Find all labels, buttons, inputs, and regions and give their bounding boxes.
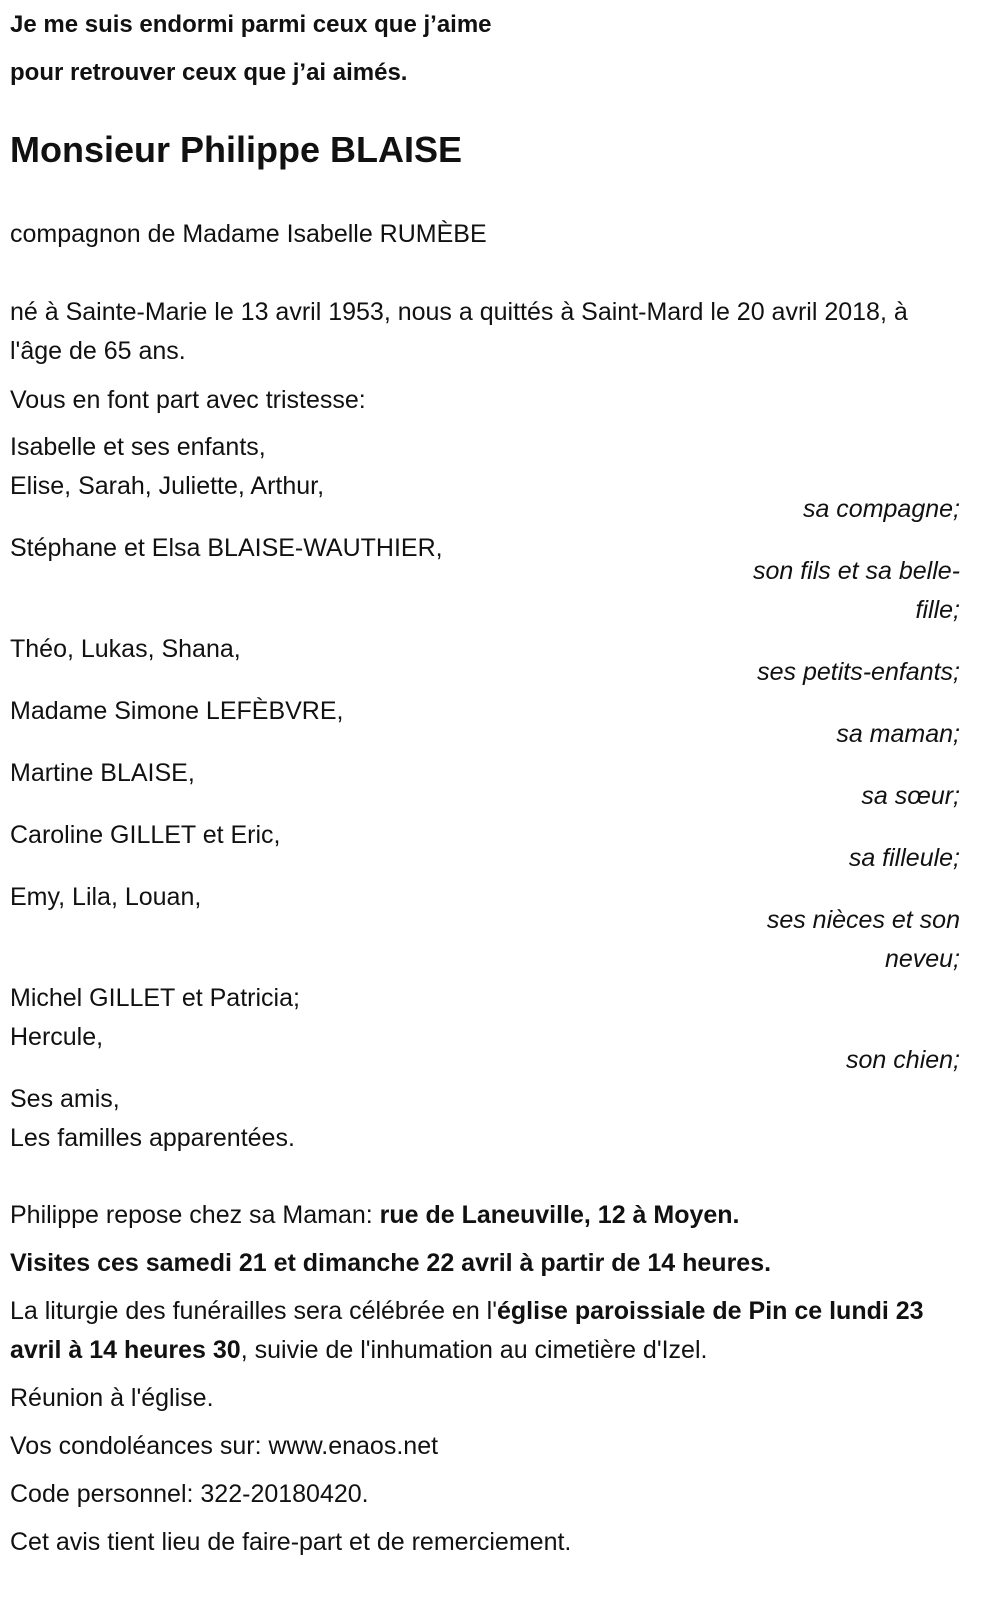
family-member: Madame Simone LEFÈBVRE, [10,697,344,725]
family-relation: ses nièces et son neveu; [766,906,960,973]
family-member: Théo, Lukas, Shana, [10,635,241,663]
companion-line: compagnon de Madame Isabelle RUMÈBE [10,220,487,248]
family-relation: sa sœur; [861,782,960,810]
code-line: Code personnel: 322-20180420. [10,1480,369,1508]
family-relation: sa maman; [836,720,960,748]
family-entry [10,754,960,816]
family-entry [10,816,960,878]
family-relation: son fils et sa belle-fille; [752,557,960,624]
announcement-line: Vous en font part avec tristesse: [10,386,366,414]
liturgy-burial: , suivie de l'inhumation au cimetière d'Izel. [240,1336,708,1364]
family-entry [10,630,960,692]
closing-line: Cet avis tient lieu de faire-part et de remerciement. [10,1528,572,1556]
family-entry [10,529,960,630]
family-member: Caroline GILLET et Eric, [10,821,281,849]
epitaph-line: Je me suis endormi parmi ceux que j’aime [10,11,492,38]
epitaph-line: pour retrouver ceux que j’ai aimés. [10,59,408,86]
liturgy-line [10,1292,960,1370]
family-member: Michel GILLET et Patricia; [10,984,300,1012]
birth-death-line: né à Sainte-Marie le 13 avril 1953, nous a quittés à Saint-Mard le 20 avril 2018, à l'âge de 65 ans. [10,298,908,365]
deceased-name: Monsieur Philippe BLAISE [10,129,463,170]
family-list [10,428,960,1158]
condolences-line: Vos condoléances sur: www.enaos.net [10,1432,439,1460]
family-member: Ses amis, [10,1085,120,1113]
family-member: Elise, Sarah, Juliette, Arthur, [10,472,325,500]
family-relation: sa filleule; [848,844,960,872]
rest-address: rue de Laneuville, 12 à Moyen. [379,1201,740,1229]
family-member: Les familles apparentées. [10,1124,295,1152]
liturgy-place-time: église paroissiale de Pin ce lundi 23 avril à 14 heures 30 [10,1297,924,1364]
family-entry [10,692,960,754]
family-relation: sa compagne; [802,495,960,523]
family-member: Hercule, [10,1023,104,1051]
family-entry [10,979,960,1080]
family-member: Isabelle et ses enfants, [10,433,266,461]
family-entry [10,1080,960,1158]
family-relation: son chien; [846,1046,960,1074]
family-member: Emy, Lila, Louan, [10,883,202,911]
family-member: Stéphane et Elsa BLAISE-WAUTHIER, [10,534,443,562]
liturgy-text: La liturgie des funérailles sera célébrée en l' [10,1297,497,1325]
rest-location [10,1196,960,1235]
visits-line [10,1244,960,1283]
family-member: Martine BLAISE, [10,759,195,787]
meeting-line: Réunion à l'église. [10,1384,214,1412]
visits-text: Visites ces samedi 21 et dimanche 22 avril à partir de 14 heures. [10,1249,772,1277]
family-entry [10,878,960,979]
family-entry [10,428,960,529]
rest-text: Philippe repose chez sa Maman: [10,1201,380,1229]
family-relation: ses petits-enfants; [757,658,960,686]
